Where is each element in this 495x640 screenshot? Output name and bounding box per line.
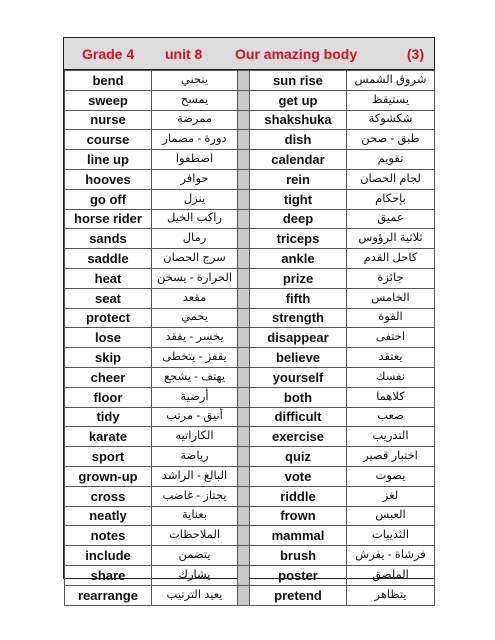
- left-arabic-translation: بعناية: [152, 506, 238, 526]
- left-english-word: grown-up: [65, 466, 152, 486]
- table-row: [65, 328, 435, 348]
- column-divider: [238, 506, 250, 526]
- table-row: [65, 209, 435, 229]
- table-row: [65, 249, 435, 269]
- right-english-word: exercise: [250, 427, 347, 447]
- right-english-word: fifth: [250, 288, 347, 308]
- left-english-word: sport: [65, 447, 152, 467]
- left-english-word: course: [65, 130, 152, 150]
- left-arabic-translation: الحرارة - يسخن: [152, 268, 238, 288]
- right-arabic-translation: اختبار قصير: [347, 447, 435, 467]
- right-english-word: shakshuka: [250, 110, 347, 130]
- right-arabic-translation: التدريب: [347, 427, 435, 447]
- right-arabic-translation: العبس: [347, 506, 435, 526]
- left-arabic-translation: دورة - مضمار: [152, 130, 238, 150]
- table-row: [65, 348, 435, 368]
- column-divider: [238, 486, 250, 506]
- right-arabic-translation: اختفى: [347, 328, 435, 348]
- left-english-word: share: [65, 565, 152, 585]
- table-row: [65, 150, 435, 170]
- left-english-word: tidy: [65, 407, 152, 427]
- table-row: [65, 427, 435, 447]
- table-row: [65, 71, 435, 91]
- right-english-word: frown: [250, 506, 347, 526]
- right-english-word: quiz: [250, 447, 347, 467]
- column-divider: [238, 249, 250, 269]
- left-arabic-translation: ممرضة: [152, 110, 238, 130]
- right-arabic-translation: يتظاهر: [347, 585, 435, 605]
- table-row: [65, 308, 435, 328]
- table-row: [65, 546, 435, 566]
- column-divider: [238, 150, 250, 170]
- column-divider: [238, 71, 250, 91]
- table-row: [65, 565, 435, 585]
- table-row: [65, 506, 435, 526]
- right-english-word: believe: [250, 348, 347, 368]
- right-english-word: yourself: [250, 367, 347, 387]
- left-arabic-translation: يعيد الترتيب: [152, 585, 238, 605]
- right-english-word: get up: [250, 90, 347, 110]
- vocabulary-table-body: [65, 71, 435, 606]
- left-arabic-translation: البالغ - الراشد: [152, 466, 238, 486]
- right-arabic-translation: الملصق: [347, 565, 435, 585]
- left-arabic-translation: رياضة: [152, 447, 238, 467]
- right-english-word: mammal: [250, 526, 347, 546]
- left-english-word: line up: [65, 150, 152, 170]
- right-arabic-translation: عميق: [347, 209, 435, 229]
- right-english-word: triceps: [250, 229, 347, 249]
- right-arabic-translation: القوة: [347, 308, 435, 328]
- left-english-word: nurse: [65, 110, 152, 130]
- right-english-word: sun rise: [250, 71, 347, 91]
- right-english-word: brush: [250, 546, 347, 566]
- column-divider: [238, 110, 250, 130]
- vocabulary-sheet: [63, 37, 435, 603]
- left-arabic-translation: يخسر - يفقد: [152, 328, 238, 348]
- right-english-word: dish: [250, 130, 347, 150]
- left-english-word: sweep: [65, 90, 152, 110]
- left-english-word: skip: [65, 348, 152, 368]
- left-english-word: include: [65, 546, 152, 566]
- table-row: [65, 407, 435, 427]
- column-divider: [238, 407, 250, 427]
- right-english-word: disappear: [250, 328, 347, 348]
- left-english-word: cross: [65, 486, 152, 506]
- right-arabic-translation: طبق - صحن: [347, 130, 435, 150]
- left-english-word: saddle: [65, 249, 152, 269]
- table-row: [65, 387, 435, 407]
- left-arabic-translation: سرج الحصان: [152, 249, 238, 269]
- column-divider: [238, 466, 250, 486]
- column-divider: [238, 328, 250, 348]
- right-english-word: strength: [250, 308, 347, 328]
- right-arabic-translation: لغز: [347, 486, 435, 506]
- table-row: [65, 447, 435, 467]
- left-arabic-translation: يهتف - يشجع: [152, 367, 238, 387]
- column-divider: [238, 526, 250, 546]
- right-english-word: both: [250, 387, 347, 407]
- right-arabic-translation: نفسك: [347, 367, 435, 387]
- table-row: [65, 169, 435, 189]
- right-arabic-translation: شروق الشمس: [347, 71, 435, 91]
- right-arabic-translation: جائزة: [347, 268, 435, 288]
- left-english-word: hooves: [65, 169, 152, 189]
- table-row: [65, 585, 435, 605]
- sheet-number: (3): [406, 46, 424, 62]
- left-arabic-translation: اصطفوا: [152, 150, 238, 170]
- column-divider: [238, 585, 250, 605]
- table-row: [65, 466, 435, 486]
- left-english-word: floor: [65, 387, 152, 407]
- left-english-word: horse rider: [65, 209, 152, 229]
- left-arabic-translation: يقفز - يتخطى: [152, 348, 238, 368]
- right-arabic-translation: الثدييات: [347, 526, 435, 546]
- column-divider: [238, 427, 250, 447]
- left-english-word: heat: [65, 268, 152, 288]
- right-arabic-translation: بإحكام: [347, 189, 435, 209]
- table-row: [65, 130, 435, 150]
- left-arabic-translation: ينحني: [152, 71, 238, 91]
- column-divider: [238, 268, 250, 288]
- left-arabic-translation: يتضمن: [152, 546, 238, 566]
- left-english-word: notes: [65, 526, 152, 546]
- left-english-word: lose: [65, 328, 152, 348]
- left-arabic-translation: يشارك: [152, 565, 238, 585]
- column-divider: [238, 189, 250, 209]
- left-english-word: protect: [65, 308, 152, 328]
- right-arabic-translation: صعب: [347, 407, 435, 427]
- left-arabic-translation: الملاحظات: [152, 526, 238, 546]
- left-arabic-translation: أرضية: [152, 387, 238, 407]
- right-english-word: rein: [250, 169, 347, 189]
- right-english-word: riddle: [250, 486, 347, 506]
- table-row: [65, 526, 435, 546]
- left-arabic-translation: ينزل: [152, 189, 238, 209]
- column-divider: [238, 348, 250, 368]
- left-arabic-translation: حوافر: [152, 169, 238, 189]
- left-arabic-translation: أنيق - مرتب: [152, 407, 238, 427]
- table-row: [65, 486, 435, 506]
- left-english-word: cheer: [65, 367, 152, 387]
- column-divider: [238, 130, 250, 150]
- column-divider: [238, 229, 250, 249]
- right-english-word: poster: [250, 565, 347, 585]
- left-arabic-translation: يمسح: [152, 90, 238, 110]
- right-english-word: deep: [250, 209, 347, 229]
- left-arabic-translation: يحمي: [152, 308, 238, 328]
- left-english-word: bend: [65, 71, 152, 91]
- right-english-word: prize: [250, 268, 347, 288]
- right-english-word: calendar: [250, 150, 347, 170]
- column-divider: [238, 90, 250, 110]
- right-english-word: difficult: [250, 407, 347, 427]
- sheet-header: [64, 38, 434, 70]
- left-english-word: go off: [65, 189, 152, 209]
- left-english-word: karate: [65, 427, 152, 447]
- right-arabic-translation: يستيقظ: [347, 90, 435, 110]
- column-divider: [238, 546, 250, 566]
- column-divider: [238, 308, 250, 328]
- right-arabic-translation: كاحل القدم: [347, 249, 435, 269]
- vocabulary-table: [64, 70, 435, 606]
- table-row: [65, 367, 435, 387]
- right-arabic-translation: كلاهما: [347, 387, 435, 407]
- column-divider: [238, 209, 250, 229]
- grade-label: Grade 4: [82, 46, 135, 62]
- left-arabic-translation: يجتاز - غاضب: [152, 486, 238, 506]
- left-english-word: rearrange: [65, 585, 152, 605]
- column-divider: [238, 169, 250, 189]
- left-arabic-translation: الكاراتيه: [152, 427, 238, 447]
- table-row: [65, 110, 435, 130]
- left-arabic-translation: رمال: [152, 229, 238, 249]
- right-english-word: pretend: [250, 585, 347, 605]
- right-arabic-translation: تقويم: [347, 150, 435, 170]
- left-arabic-translation: مقعد: [152, 288, 238, 308]
- right-arabic-translation: لجام الحصان: [347, 169, 435, 189]
- unit-label: unit 8: [165, 46, 203, 62]
- column-divider: [238, 565, 250, 585]
- right-english-word: vote: [250, 466, 347, 486]
- right-english-word: ankle: [250, 249, 347, 269]
- left-english-word: sands: [65, 229, 152, 249]
- right-arabic-translation: فرشاة - يفرش: [347, 546, 435, 566]
- right-arabic-translation: الخامس: [347, 288, 435, 308]
- table-row: [65, 229, 435, 249]
- right-arabic-translation: ثلاثية الرؤوس: [347, 229, 435, 249]
- sheet-title: Our amazing body: [235, 46, 358, 62]
- right-arabic-translation: يعتقد: [347, 348, 435, 368]
- table-row: [65, 189, 435, 209]
- right-arabic-translation: يصوت: [347, 466, 435, 486]
- right-english-word: tight: [250, 189, 347, 209]
- column-divider: [238, 367, 250, 387]
- table-row: [65, 90, 435, 110]
- left-english-word: seat: [65, 288, 152, 308]
- table-row: [65, 268, 435, 288]
- left-english-word: neatly: [65, 506, 152, 526]
- column-divider: [238, 387, 250, 407]
- right-arabic-translation: شكشوكة: [347, 110, 435, 130]
- column-divider: [238, 288, 250, 308]
- column-divider: [238, 447, 250, 467]
- table-row: [65, 288, 435, 308]
- left-arabic-translation: راكب الخيل: [152, 209, 238, 229]
